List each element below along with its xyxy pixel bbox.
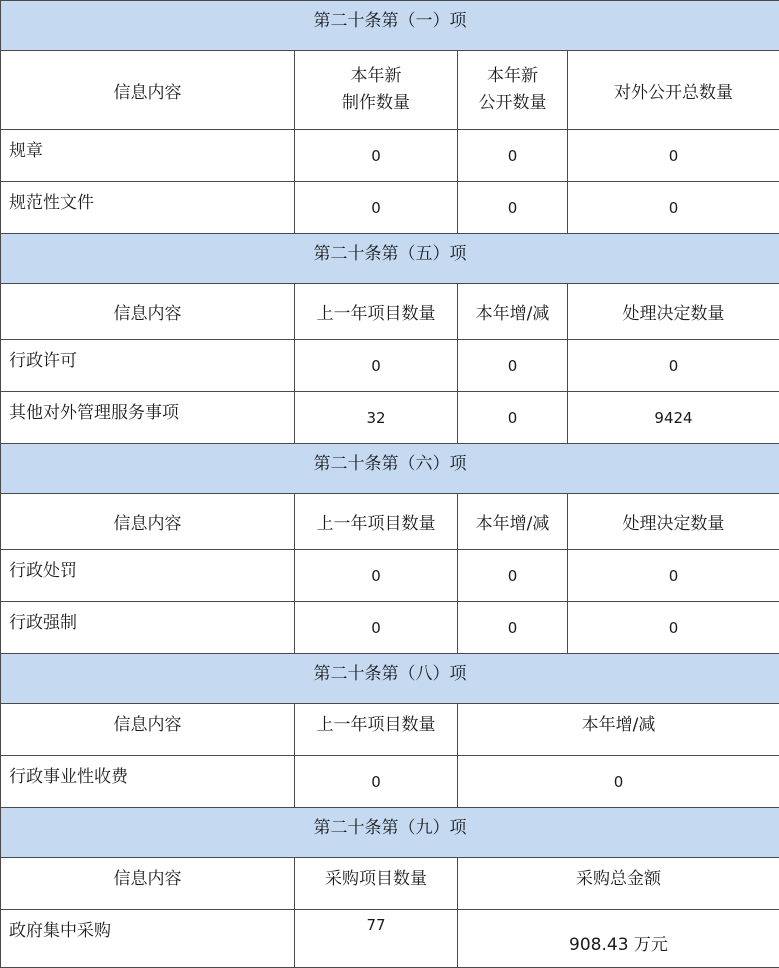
cell-value: 0 [295,602,458,654]
column-header: 本年增/减 [458,284,568,340]
column-header: 本年增/减 [458,704,779,756]
cell-value: 9424 [568,392,779,444]
column-header: 上一年项目数量 [295,284,458,340]
cell-value: 32 [295,392,458,444]
column-header [458,51,568,130]
row-label: 行政事业性收费 [1,756,295,808]
cell-value: 0 [568,182,779,234]
cell-value: 0 [458,182,568,234]
table-row [1,602,779,654]
section-header [1,444,779,494]
column-header: 本年增/减 [458,494,568,550]
row-label: 政府集中采购 [1,910,295,968]
row-label: 行政许可 [1,340,295,392]
section-title: 第二十条第（六）项 [1,444,779,494]
column-header-row [1,704,779,756]
column-header [295,51,458,130]
column-header: 信息内容 [1,704,295,756]
column-header-row [1,51,779,130]
column-header: 处理决定数量 [568,494,779,550]
row-label: 规范性文件 [1,182,295,234]
cell-value: 77 [295,910,458,968]
column-header: 采购项目数量 [295,858,458,910]
cell-value: 0 [568,340,779,392]
table-row [1,910,779,968]
column-header: 信息内容 [1,494,295,550]
column-header: 处理决定数量 [568,284,779,340]
column-header: 上一年项目数量 [295,704,458,756]
cell-value: 0 [295,340,458,392]
cell-value: 0 [295,756,458,808]
row-label: 规章 [1,130,295,182]
row-label: 行政强制 [1,602,295,654]
cell-value: 0 [295,182,458,234]
cell-value: 0 [458,392,568,444]
cell-value: 0 [458,756,779,808]
section-title: 第二十条第（九）项 [1,808,779,858]
section-title: 第二十条第（五）项 [1,234,779,284]
table-row [1,130,779,182]
column-header-text: 本年新 制作数量 [342,66,410,113]
column-header: 采购总金额 [458,858,779,910]
section-header [1,654,779,704]
section-title: 第二十条第（八）项 [1,654,779,704]
cell-value: 908.43 万元 [458,910,779,968]
cell-value: 0 [568,602,779,654]
cell-value: 0 [458,130,568,182]
row-label: 其他对外管理服务事项 [1,392,295,444]
row-label: 行政处罚 [1,550,295,602]
table-row [1,182,779,234]
column-header: 上一年项目数量 [295,494,458,550]
column-header: 对外公开总数量 [568,51,779,130]
cell-value: 0 [458,550,568,602]
section-header [1,808,779,858]
cell-value: 0 [568,550,779,602]
section-title: 第二十条第（一）项 [1,1,779,51]
column-header-text: 本年新 公开数量 [479,66,547,113]
cell-value: 0 [568,130,779,182]
cell-value: 0 [295,130,458,182]
cell-value: 0 [295,550,458,602]
cell-value: 0 [458,340,568,392]
column-header: 信息内容 [1,284,295,340]
column-header: 信息内容 [1,858,295,910]
table-row [1,756,779,808]
table-row [1,392,779,444]
column-header-row [1,858,779,910]
table-row [1,340,779,392]
column-header: 信息内容 [1,51,295,130]
column-header-row [1,494,779,550]
table-row [1,550,779,602]
section-header [1,1,779,51]
cell-value: 0 [458,602,568,654]
section-header [1,234,779,284]
column-header-row [1,284,779,340]
